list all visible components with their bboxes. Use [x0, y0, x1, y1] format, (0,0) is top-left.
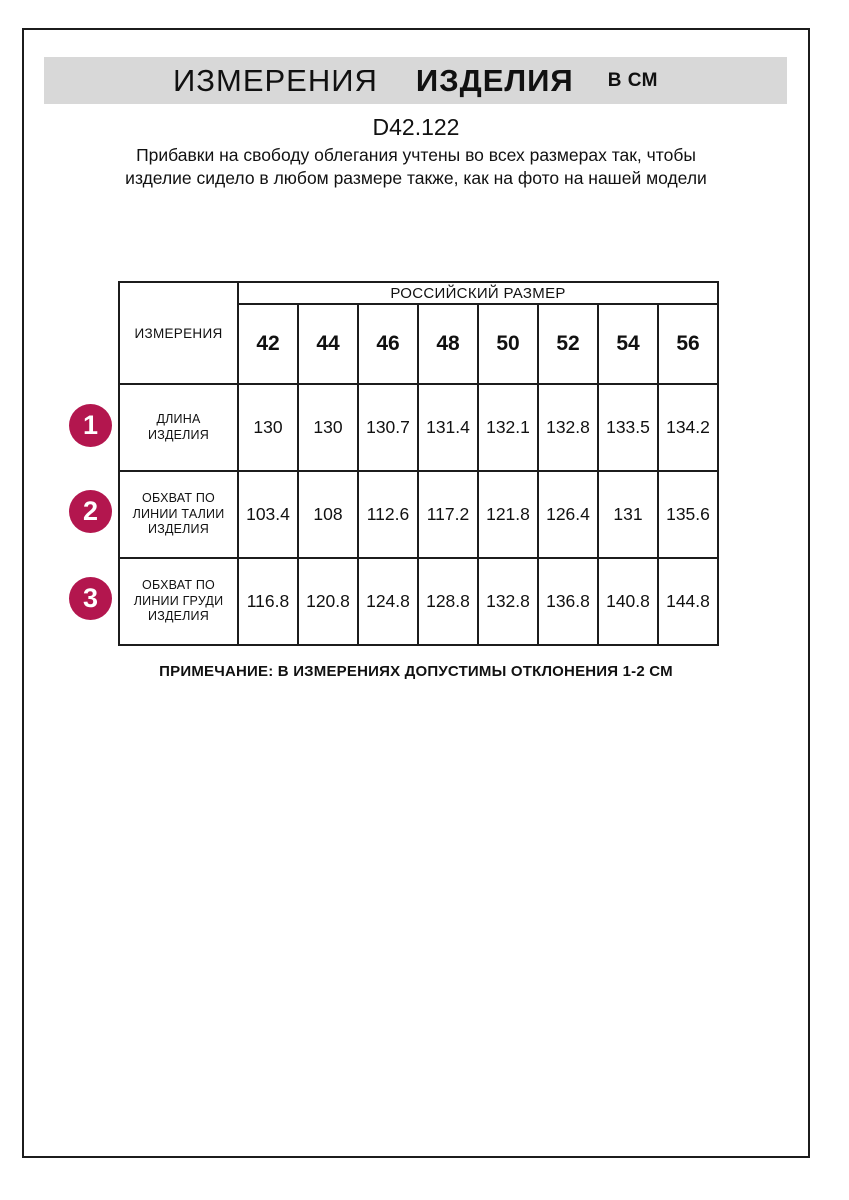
table-cell: 130.7	[358, 384, 418, 471]
title-unit-cm: В СМ	[607, 69, 658, 91]
row-label-chest: ОБХВАТ ПО ЛИНИИ ГРУДИ ИЗДЕЛИЯ	[119, 558, 238, 645]
table-cell: 120.8	[298, 558, 358, 645]
table-cell: 131	[598, 471, 658, 558]
table-cell: 112.6	[358, 471, 418, 558]
table-cell: 140.8	[598, 558, 658, 645]
size-col-54: 54	[598, 304, 658, 384]
size-table	[118, 281, 719, 646]
size-col-56: 56	[658, 304, 718, 384]
table-cell: 103.4	[238, 471, 298, 558]
product-code: D42.122	[372, 114, 460, 140]
table-cell: 132.8	[538, 384, 598, 471]
table-cell: 132.1	[478, 384, 538, 471]
table-cell: 126.4	[538, 471, 598, 558]
table-cell: 131.4	[418, 384, 478, 471]
table-cell: 128.8	[418, 558, 478, 645]
fit-description: Прибавки на свободу облегания учтены во всех размерах так, чтобы изделие сидело в любом размере также, как на фото на нашей модели	[125, 145, 707, 189]
table-cell: 130	[238, 384, 298, 471]
title-measurements: ИЗМЕРЕНИЯ	[172, 62, 378, 98]
table-cell: 134.2	[658, 384, 718, 471]
table-row-length	[119, 384, 718, 471]
title-bar	[44, 57, 787, 104]
row-label-length: ДЛИНА ИЗДЕЛИЯ	[119, 384, 238, 471]
table-cell: 130	[298, 384, 358, 471]
size-col-52: 52	[538, 304, 598, 384]
title-product: ИЗДЕЛИЯ	[415, 62, 574, 98]
table-cell: 132.8	[478, 558, 538, 645]
row-number-badge-3: 3	[69, 577, 112, 620]
table-cell: 117.2	[418, 471, 478, 558]
table-cell: 121.8	[478, 471, 538, 558]
table-row-chest	[119, 558, 718, 645]
tolerance-note: ПРИМЕЧАНИЕ: В ИЗМЕРЕНИЯХ ДОПУСТИМЫ ОТКЛОНЕНИЯ 1-2 СМ	[159, 663, 673, 680]
size-col-42: 42	[238, 304, 298, 384]
table-cell: 108	[298, 471, 358, 558]
table-cell: 133.5	[598, 384, 658, 471]
table-cell: 116.8	[238, 558, 298, 645]
table-cell: 135.6	[658, 471, 718, 558]
table-row-waist	[119, 471, 718, 558]
table-cell: 124.8	[358, 558, 418, 645]
row-number-badge-1: 1	[69, 404, 112, 447]
size-col-46: 46	[358, 304, 418, 384]
size-col-50: 50	[478, 304, 538, 384]
table-cell: 136.8	[538, 558, 598, 645]
row-number-badge-2: 2	[69, 490, 112, 533]
size-col-48: 48	[418, 304, 478, 384]
table-corner-header: ИЗМЕРЕНИЯ	[119, 282, 238, 384]
table-group-header: РОССИЙСКИЙ РАЗМЕР	[238, 282, 718, 304]
size-col-44: 44	[298, 304, 358, 384]
table-cell: 144.8	[658, 558, 718, 645]
row-label-waist: ОБХВАТ ПО ЛИНИИ ТАЛИИ ИЗДЕЛИЯ	[119, 471, 238, 558]
